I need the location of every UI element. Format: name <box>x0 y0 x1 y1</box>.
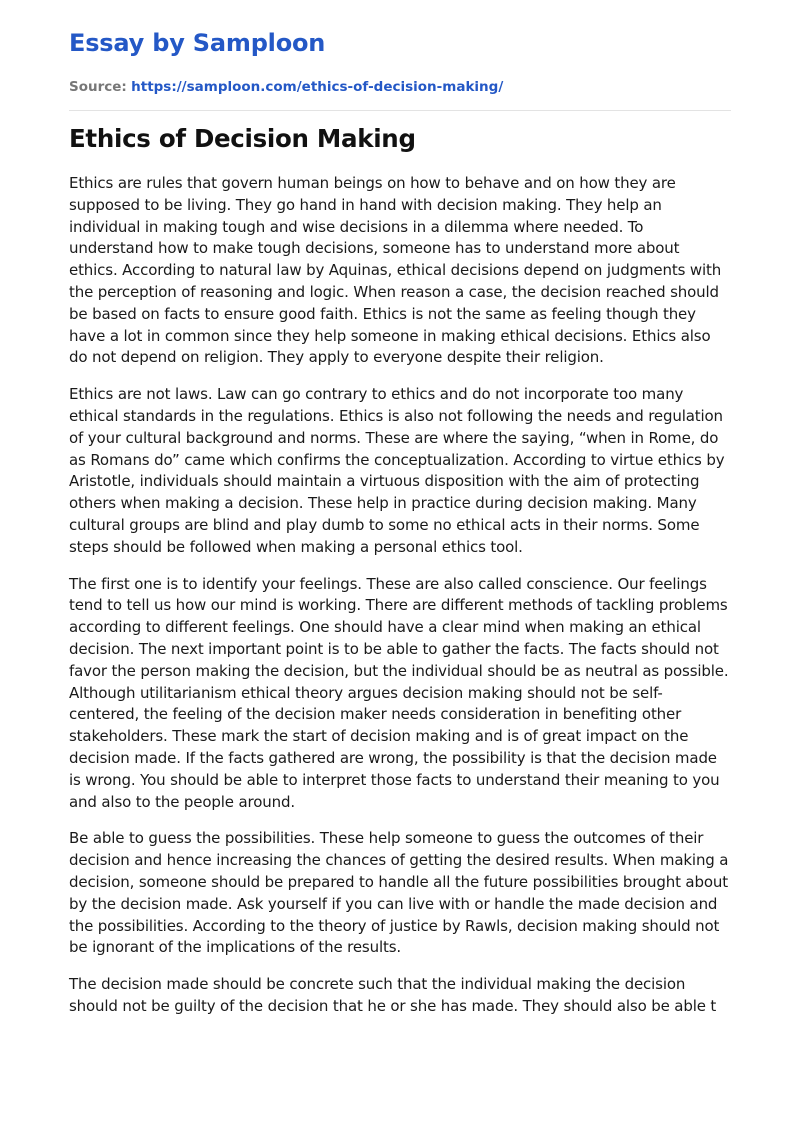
site-brand[interactable]: Essay by Samploon <box>69 29 326 57</box>
header-divider <box>69 110 731 111</box>
essay-body <box>69 173 731 1033</box>
source-link[interactable]: https://samploon.com/ethics-of-decision-making/ <box>131 79 504 95</box>
source-line <box>69 79 503 95</box>
essay-paragraph: Be able to guess the possibilities. These help someone to guess the outcomes of their decision and hence increasing the chances of getting the desired results. When making a decision, someone should be prepared to handle all the future possibilities brought about by the decision made. Ask yourself if you can live with or handle the made decision and the possibilities. According to the theory of justice by Rawls, decision making should not be ignorant of the implications of the results. <box>69 829 729 957</box>
essay-paragraph: The decision made should be concrete such that the individual making the decision should not be guilty of the decision that he or she has made. They should also be able t <box>69 975 717 1015</box>
essay-title: Ethics of Decision Making <box>69 124 416 153</box>
essay-paragraph: Ethics are rules that govern human beings on how to behave and on how they are supposed to be living. They go hand in hand with decision making. They help an individual in making tough and wise decisions in a dilemma where needed. To understand how to make tough decisions, someone has to understand more about ethics. According to natural law by Aquinas, ethical decisions depend on judgments with the perception of reasoning and logic. When reason a case, the decision reached should be based on facts to ensure good faith. Ethics is not the same as feeling though they have a lot in common since they help someone in making ethical decisions. Ethics also do not depend on religion. They apply to everyone despite their religion. <box>69 174 722 367</box>
source-label: Source: <box>69 79 127 95</box>
essay-paragraph: Ethics are not laws. Law can go contrary to ethics and do not incorporate too many ethical standards in the regulations. Ethics is also not following the needs and regulation of your cultural background and norms. These are where the saying, “when in Rome, do as Romans do” came which confirms the conceptualization. According to virtue ethics by Aristotle, individuals should maintain a virtuous disposition with the aim of protecting others when making a decision. These help in practice during decision making. Many cultural groups are blind and play dumb to some no ethical acts in their norms. Some steps should be followed when making a personal ethics tool. <box>69 385 725 556</box>
essay-paragraph: The first one is to identify your feelings. These are also called conscience. Our feelings tend to tell us how our mind is working. There are different methods of tackling problems according to different feelings. One should have a clear mind when making an ethical decision. The next important point is to be able to gather the facts. The facts should not favor the person making the decision, but the individual should be as neutral as possible. Although utilitarianism ethical theory argues decision making should not be self-centered, the feeling of the decision maker needs consideration in benefiting other stakeholders. These mark the start of decision making and is of great impact on the decision made. If the facts gathered are wrong, the possibility is that the decision made is wrong. You should be able to interpret those facts to understand their meaning to you and also to the people around. <box>69 574 729 811</box>
